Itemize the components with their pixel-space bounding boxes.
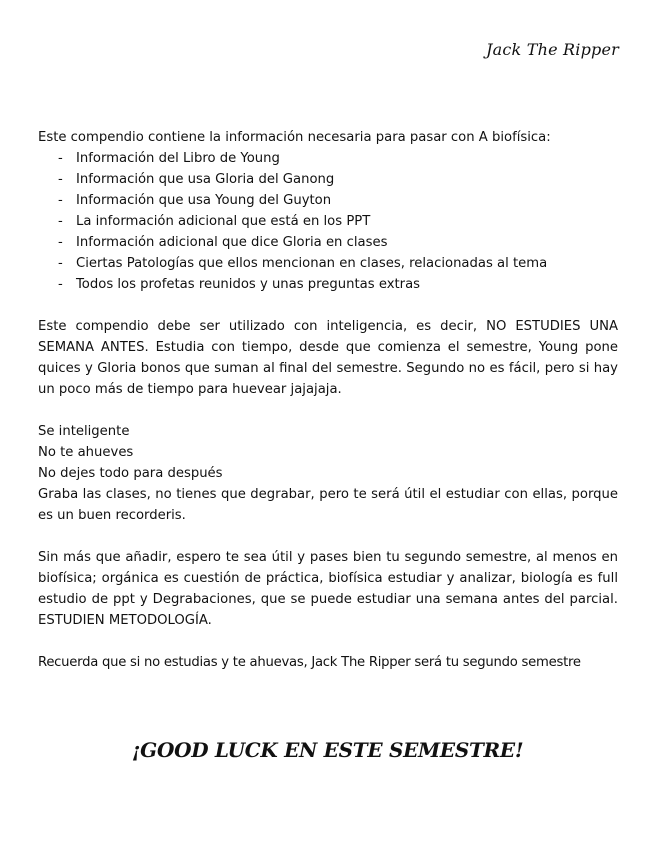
spacer [38,295,618,316]
spacer [38,526,618,547]
spacer [38,400,618,421]
document-body [38,127,618,673]
list-item: - Información del Libro de Young [58,148,618,169]
advice-line: No dejes todo para después [38,466,223,481]
advice-line: No te ahueves [38,445,134,460]
list-item: - Todos los profetas reunidos y unas preguntas extras [58,274,618,295]
list-item: - La información adicional que está en los PPT [58,211,618,232]
reminder-text: Recuerda que si no estudias y te ahuevas, Jack The Ripper será tu segundo semestre [38,655,581,670]
signature: Jack The Ripper [486,40,619,59]
intro-text: Este compendio contiene la información necesaria para pasar con A biofísica: [38,130,551,145]
list-item: - Información que usa Young del Guyton [58,190,618,211]
closing-paragraph: Sin más que añadir, espero te sea útil y pases bien tu segundo semestre, al menos en biofísica; orgánica es cuestión de práctica, biofísica estudiar y analizar, biología es full estudio de ppt y Degrabaciones, que se puede estudiar una semana antes del parcial. ESTUDIEN METODOLOGÍA. [38,550,618,628]
advice-line: Graba las clases, no tienes que degrabar, pero te será útil el estudiar con ellas, porque es un buen recorderis. [38,487,618,523]
good-luck-heading: ¡GOOD LUCK EN ESTE SEMESTRE! [131,738,524,762]
advice-line: Se inteligente [38,424,130,439]
list-item: - Información que usa Gloria del Ganong [58,169,618,190]
spacer [38,631,618,652]
advice-block [38,421,618,526]
usage-paragraph: Este compendio debe ser utilizado con inteligencia, es decir, NO ESTUDIES UNA SEMANA ANTES. Estudia con tiempo, desde que comienza el semestre, Young pone quices y Gloria bonos que suman al final del semestre. Segundo no es fácil, pero si hay un poco más de tiempo para huevear jajajaja. [38,319,618,397]
list-item: - Ciertas Patologías que ellos mencionan en clases, relacionadas al tema [58,253,618,274]
contents-list [38,148,618,295]
list-item: - Información adicional que dice Gloria en clases [58,232,618,253]
